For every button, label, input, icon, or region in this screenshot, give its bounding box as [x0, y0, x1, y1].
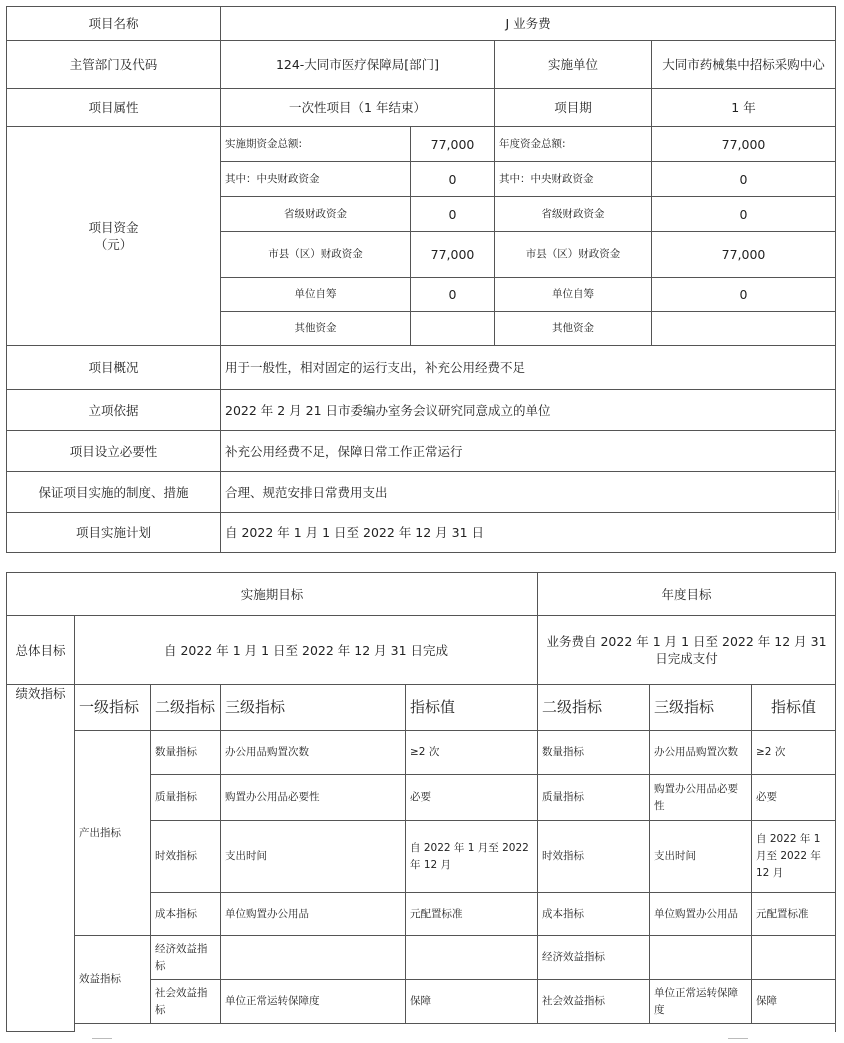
indicator-level2: 质量指标 — [151, 775, 221, 821]
indicator-level2: 经济效益指标 — [151, 936, 221, 980]
attr-label: 项目属性 — [7, 89, 221, 127]
fund-row-annual-label: 市县（区）财政资金 — [495, 232, 652, 278]
fund-row-annual-value: 0 — [652, 197, 836, 232]
indicator-level2: 时效指标 — [151, 821, 221, 893]
fund-row-label: 其他资金 — [221, 312, 411, 346]
fund-row-label: 省级财政资金 — [221, 197, 411, 232]
fund-row-annual-label: 年度资金总额: — [495, 127, 652, 162]
header-annual-level3: 三级指标 — [650, 685, 752, 731]
annual-level3: 支出时间 — [650, 821, 752, 893]
annual-level2: 数量指标 — [538, 731, 650, 775]
indicator-value: 元配置标准 — [406, 893, 538, 936]
basis-value: 2022 年 2 月 21 日市委编办室务会议研究同意成立的单位 — [221, 390, 836, 431]
funds-label: 项目资金 （元） — [7, 127, 221, 346]
period-value: 1 年 — [652, 89, 836, 127]
plan-label: 项目实施计划 — [7, 513, 221, 553]
header-annual-level2: 二级指标 — [538, 685, 650, 731]
annual-level3: 单位正常运转保障度 — [650, 980, 752, 1024]
overall-goal-label: 总体目标 — [7, 616, 75, 685]
indicator-level2: 成本指标 — [151, 893, 221, 936]
annual-level3: 购置办公用品必要性 — [650, 775, 752, 821]
fund-row-value — [411, 312, 495, 346]
indicator-level3: 单位正常运转保障度 — [221, 980, 406, 1024]
annual-level3 — [650, 936, 752, 980]
period-label: 项目期 — [495, 89, 652, 127]
dept-label: 主管部门及代码 — [7, 41, 221, 89]
indicator-value: 必要 — [406, 775, 538, 821]
attr-value: 一次性项目（1 年结束） — [221, 89, 495, 127]
annual-level2: 时效指标 — [538, 821, 650, 893]
fund-row-annual-label: 省级财政资金 — [495, 197, 652, 232]
annual-value: 必要 — [752, 775, 836, 821]
necessity-label: 项目设立必要性 — [7, 431, 221, 472]
page-edge-mark — [728, 1038, 748, 1039]
fund-row-annual-label: 单位自筹 — [495, 278, 652, 312]
fund-row-label: 单位自筹 — [221, 278, 411, 312]
output-indicator-label: 产出指标 — [75, 731, 151, 936]
project-name-value: J 业务费 — [221, 7, 836, 41]
annual-level3: 单位购置办公用品 — [650, 893, 752, 936]
fund-row-value: 0 — [411, 162, 495, 197]
goals-table — [6, 572, 836, 685]
annual-level2: 成本指标 — [538, 893, 650, 936]
benefit-indicator-label: 效益指标 — [75, 936, 151, 1024]
annual-level2: 质量指标 — [538, 775, 650, 821]
annual-level3: 办公用品购置次数 — [650, 731, 752, 775]
annual-value: ≥2 次 — [752, 731, 836, 775]
necessity-value: 补充公用经费不足，保障日常工作正常运行 — [221, 431, 836, 472]
page-edge-mark — [92, 1038, 112, 1039]
fund-row-annual-value — [652, 312, 836, 346]
fund-row-label: 其中：中央财政资金 — [221, 162, 411, 197]
period-goal-header: 实施期目标 — [7, 573, 538, 616]
basis-label: 立项依据 — [7, 390, 221, 431]
plan-value: 自 2022 年 1 月 1 日至 2022 年 12 月 31 日 — [221, 513, 836, 553]
indicator-level3: 购置办公用品必要性 — [221, 775, 406, 821]
unit-value: 大同市药械集中招标采购中心 — [652, 41, 836, 89]
header-level3: 三级指标 — [221, 685, 406, 731]
annual-value: 保障 — [752, 980, 836, 1024]
fund-row-annual-label: 其中：中央财政资金 — [495, 162, 652, 197]
annual-value — [752, 936, 836, 980]
header-annual-value: 指标值 — [752, 685, 836, 731]
indicators-table — [6, 684, 836, 1032]
dept-value: 124-大同市医疗保障局[部门] — [221, 41, 495, 89]
indicator-level3: 办公用品购置次数 — [221, 731, 406, 775]
fund-row-annual-value: 77,000 — [652, 127, 836, 162]
overall-goal-period: 自 2022 年 1 月 1 日至 2022 年 12 月 31 日完成 — [75, 616, 538, 685]
project-info-table — [6, 6, 836, 553]
measures-label: 保证项目实施的制度、措施 — [7, 472, 221, 513]
indicator-value: ≥2 次 — [406, 731, 538, 775]
overview-value: 用于一般性，相对固定的运行支出，补充公用经费不足 — [221, 346, 836, 390]
annual-goal-header: 年度目标 — [538, 573, 836, 616]
header-level1: 一级指标 — [75, 685, 151, 731]
fund-row-value: 0 — [411, 278, 495, 312]
fund-row-label: 市县（区）财政资金 — [221, 232, 411, 278]
table-continuation — [75, 1024, 836, 1032]
measures-value: 合理、规范安排日常费用支出 — [221, 472, 836, 513]
project-name-label: 项目名称 — [7, 7, 221, 41]
indicator-level3: 单位购置办公用品 — [221, 893, 406, 936]
annual-level2: 社会效益指标 — [538, 980, 650, 1024]
annual-value: 自 2022 年 1 月至 2022 年 12 月 — [752, 821, 836, 893]
indicator-value: 保障 — [406, 980, 538, 1024]
fund-row-value: 77,000 — [411, 232, 495, 278]
indicator-level2: 社会效益指标 — [151, 980, 221, 1024]
indicator-level3: 支出时间 — [221, 821, 406, 893]
unit-label: 实施单位 — [495, 41, 652, 89]
fund-row-value: 0 — [411, 197, 495, 232]
indicator-level3 — [221, 936, 406, 980]
overall-goal-annual: 业务费自 2022 年 1 月 1 日至 2022 年 12 月 31 日完成支付 — [538, 616, 836, 685]
indicator-level2: 数量指标 — [151, 731, 221, 775]
fund-row-annual-value: 0 — [652, 278, 836, 312]
fund-row-annual-value: 77,000 — [652, 232, 836, 278]
fund-row-annual-value: 0 — [652, 162, 836, 197]
fund-row-value: 77,000 — [411, 127, 495, 162]
annual-level2: 经济效益指标 — [538, 936, 650, 980]
fund-row-annual-label: 其他资金 — [495, 312, 652, 346]
fund-row-label: 实施期资金总额: — [221, 127, 411, 162]
indicator-value — [406, 936, 538, 980]
header-value: 指标值 — [406, 685, 538, 731]
page-edge-mark — [838, 490, 839, 520]
header-level2: 二级指标 — [151, 685, 221, 731]
indicator-value: 自 2022 年 1 月至 2022 年 12 月 — [406, 821, 538, 893]
perf-indicators-label: 绩效指标 — [7, 685, 75, 1032]
overview-label: 项目概况 — [7, 346, 221, 390]
annual-value: 元配置标准 — [752, 893, 836, 936]
